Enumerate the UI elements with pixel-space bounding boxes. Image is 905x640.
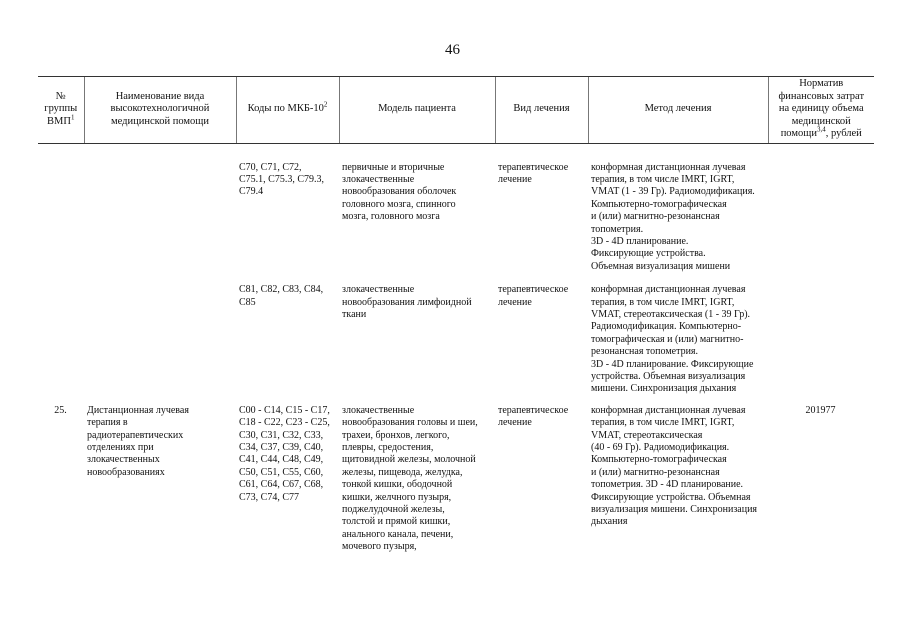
row-method: конформная дистанционная лучевая терапия, в том числе IMRT, IGRT, VMAT, стереотаксическая (40 - 69 Гр). Радиомодификация. Компьютерно-томографическая и (или) магнитно-резонансная топометрия. 3D - 4D планирование. Фиксирующие устройства. Объемная визуализация мишени. Синхронизация дыхания: [591, 404, 758, 528]
header-model: Модель пациента: [339, 77, 495, 144]
row-norm: [768, 162, 874, 285]
row-treatment: терапевтическое лечение: [498, 284, 569, 308]
header-name: Наименование вида высокотехнологичной медицинской помощи: [84, 77, 236, 144]
row-model: первичные и вторичные злокачественные новообразования оболочек головного мозга, спинного мозга, головного мозга: [342, 161, 457, 223]
row-codes: C81, C82, C83, C84, C85: [239, 284, 324, 308]
row-treatment: терапевтическое лечение: [498, 404, 569, 429]
row-treatment: терапевтическое лечение: [498, 161, 569, 185]
row-number: [38, 162, 84, 285]
row-name: Дистанционная лучевая терапия в радиотерапевтических отделениях при злокачественных новообразованиях: [87, 404, 189, 478]
row-name: [84, 162, 236, 285]
header-method: Метод лечения: [588, 77, 768, 144]
row-model: злокачественные новообразования головы и шеи, трахеи, бронхов, легкого, плевры, средостения, щитовидной железы, молочной железы, пищевода, желудка, тонкой кишки, ободочной кишки, желчного пузыря, поджелудочной железы, толстой и прямой кишки, анального канала, печени, мочевого пузыря,: [342, 404, 478, 553]
row-name: [84, 284, 236, 405]
table-header: [38, 77, 874, 144]
header-codes: Коды по МКБ-$10^2$: [236, 77, 339, 144]
table-row: [38, 162, 874, 285]
row-number: 25.: [54, 404, 67, 416]
header-treatment: Вид лечения: [495, 77, 588, 144]
row-model: злокачественные новообразования лимфоидной ткани: [342, 284, 472, 320]
row-norm: [768, 284, 874, 405]
page-number: 46: [445, 42, 460, 58]
header-group: № группы ВМП$^1$: [38, 77, 84, 144]
row-method: конформная дистанционная лучевая терапия, в том числе IMRT, IGRT, VMAT, стереотаксическая (1 - 39 Гр). Радиомодификация. Компьютерно- томографическая и (или) магнитно- резонансная топометрия. 3D - 4D планирование. Фиксирующие устройства. Объемная визуализация мишени. Синхронизация дыхания: [591, 284, 754, 395]
row-method: конформная дистанционная лучевая терапия, в том числе IMRT, IGRT, VMAT (1 - 39 Гр). Радиомодификация. Компьютерно-томографическая и (или) магнитно-резонансная топометрия. 3D - 4D планирование. Фиксирующие устройства. Объемная визуализация мишени: [591, 161, 755, 272]
table-row: [38, 405, 874, 554]
header-norm: Норматив финансовых затрат на единицу объема медицинской помощи$^{3,4}$, рублей: [768, 77, 874, 144]
row-number: [38, 284, 84, 405]
row-codes: C00 - C14, C15 - C17, C18 - C22, C23 - C25, C30, C31, C32, C33, C34, C37, C39, C40, C41, C44, C48, C49, C50, C51, C55, C60, C61, C64, C67, C68, C73, C74, C77: [239, 404, 330, 503]
row-norm: 201977: [805, 404, 836, 416]
vmp-table: [38, 76, 874, 554]
row-codes: C70, C71, C72, C75.1, C75.3, C79.3, C79.4: [239, 161, 325, 198]
table-row: [38, 284, 874, 405]
